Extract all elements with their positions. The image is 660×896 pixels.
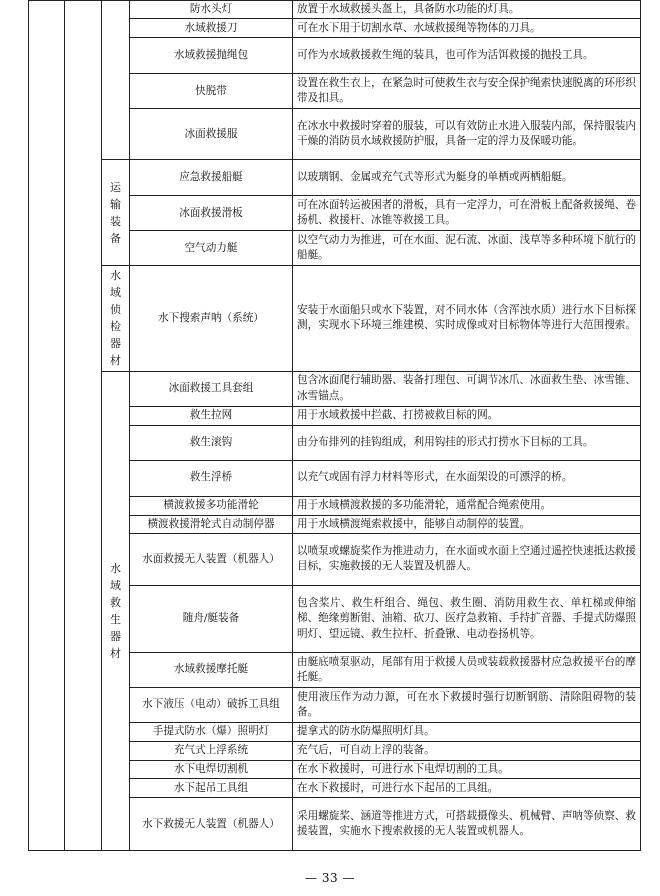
equipment-name: 水域救援摩托艇 (130, 652, 293, 687)
table-left-blank-column-1 (29, 1, 65, 851)
equipment-description: 以喷泵或螺旋桨作为推进动力，在水面或水面上空通过遥控快速抵达救援目标，实施救援的无人装置及机器人。 (293, 533, 641, 585)
equipment-description: 用于水域横渡救援的多功能滑轮，通常配合绳索使用。 (293, 496, 641, 515)
equipment-description: 充气后，可自动上浮的装备。 (293, 741, 641, 760)
category-cell (102, 266, 130, 371)
equipment-description: 可在冰面转运被困者的滑板，具有一定浮力，可在滑板上配备救援绳、卷扬机、救援杆、冰锥等救援工具。 (293, 196, 641, 231)
category-cell (102, 371, 130, 851)
equipment-name: 手提式防水（爆）照明灯 (130, 722, 293, 741)
category-label: 运输装备 (110, 180, 121, 245)
equipment-description: 在水下救援时，可进行水下起吊的工具组。 (293, 779, 641, 798)
equipment-description: 可在水下用于切割水草、水域救援绳等物体的刀具。 (293, 19, 641, 38)
equipment-description: 以玻璃钢、金属或充气式等形式为艇身的单栖或两栖船艇。 (293, 160, 641, 196)
equipment-name: 水下起吊工具组 (130, 779, 293, 798)
table-left-blank-column-2 (65, 1, 102, 851)
equipment-description: 设置在救生衣上，在紧急时可使救生衣与安全保护绳索快速脱离的环形织带及扣具。 (293, 74, 641, 109)
equipment-description: 在冰水中救援时穿着的服装，可以有效防止水进入服装内部，保持服装内干燥的消防员水域救援防护服，具备一定的浮力及保暖功能。 (293, 109, 641, 160)
equipment-name: 快脱带 (130, 74, 293, 109)
equipment-description: 以空气动力为推进，可在水面、泥石流、冰面、浅草等多种环境下航行的船艇。 (293, 231, 641, 266)
equipment-name: 防水头灯 (130, 1, 293, 19)
equipment-name: 救生拉网 (130, 406, 293, 425)
equipment-name: 空气动力艇 (130, 231, 293, 266)
equipment-name: 冰面救援滑板 (130, 196, 293, 231)
equipment-name: 横渡救援滑轮式自动制停器 (130, 515, 293, 533)
equipment-name: 水面救援无人装置（机器人） (130, 533, 293, 585)
equipment-table (28, 0, 641, 851)
equipment-table-body (29, 1, 641, 851)
table-row (29, 266, 641, 371)
equipment-name: 横渡救援多功能滑轮 (130, 496, 293, 515)
equipment-name: 冰面救援服 (130, 109, 293, 160)
category-cell (102, 160, 130, 266)
equipment-description: 以充气或固有浮力材料等形式，在水面架设的可漂浮的桥。 (293, 460, 641, 496)
equipment-description: 放置于水域救援头盔上，具备防水功能的灯具。 (293, 1, 641, 19)
equipment-description: 提拿式的防水防爆照明灯具。 (293, 722, 641, 741)
category-cell (102, 1, 130, 160)
equipment-name: 冰面救援工具套组 (130, 371, 293, 406)
equipment-name: 水下电焊切割机 (130, 760, 293, 778)
equipment-description: 由艇底喷泵驱动，尾部有用于救援人员或装载救援器材应急救援平台的摩托艇。 (293, 652, 641, 687)
equipment-name: 水下搜索声呐（系统） (130, 266, 293, 371)
equipment-name: 水下救援无人装置（机器人） (130, 798, 293, 851)
equipment-name: 应急救援船艇 (130, 160, 293, 196)
table-row (29, 371, 641, 406)
equipment-name: 救生滚钩 (130, 425, 293, 460)
equipment-description: 用于水域救援中拦截、打捞被救目标的网。 (293, 406, 641, 425)
equipment-description: 可作为水域救援救生绳的装具，也可作为活饵救援的抛投工具。 (293, 38, 641, 74)
page-number: — 33 — (305, 871, 355, 885)
equipment-name: 水域救援刀 (130, 19, 293, 38)
equipment-description: 包含冰面爬行辅助器、装备打理包、可调节冰爪、冰面救生垫、冰雪锥、冰雪锚点。 (293, 371, 641, 406)
equipment-name: 水域救援抛绳包 (130, 38, 293, 74)
equipment-description: 安装于水面船只或水下装置，对不同水体（含浑浊水质）进行水下目标探测，实现水下环境三维建模、实时成像或对目标物体等进行大范围搜索。 (293, 266, 641, 371)
equipment-name: 充气式上浮系统 (130, 741, 293, 760)
equipment-description: 由分布排列的挂钩组成，利用钩挂的形式打捞水下目标的工具。 (293, 425, 641, 460)
equipment-description: 用于水域横渡绳索救援中，能够自动制停的装置。 (293, 515, 641, 533)
equipment-name: 随舟/艇装备 (130, 585, 293, 652)
equipment-description: 包含桨片、救生杆组合、绳包、救生圈、消防用救生衣、单杠梯或伸缩梯、绝缘剪断钳、油箱、砍刀、医疗急救箱、手持扩音器、手提式防爆照明灯、望远镜、救生拉杆、折叠锹、电动卷扬机等。 (293, 585, 641, 652)
category-label: 水域侦检器材 (110, 269, 121, 368)
equipment-description: 使用液压作为动力源，可在水下救援时强行切断钢筋、清除阻碍物的装备。 (293, 687, 641, 722)
table-row (29, 1, 641, 19)
table-row (29, 160, 641, 196)
equipment-description: 采用螺旋桨、涵道等推进方式，可搭载摄像头、机械臂、声呐等侦察、救援装置，实施水下搜索救援的无人装置或机器人。 (293, 798, 641, 851)
equipment-name: 救生浮桥 (130, 460, 293, 496)
category-label: 水域救生器材 (110, 561, 121, 660)
equipment-name: 水下液压（电动）破拆工具组 (130, 687, 293, 722)
equipment-description: 在水下救援时，可进行水下电焊切割的工具。 (293, 760, 641, 778)
